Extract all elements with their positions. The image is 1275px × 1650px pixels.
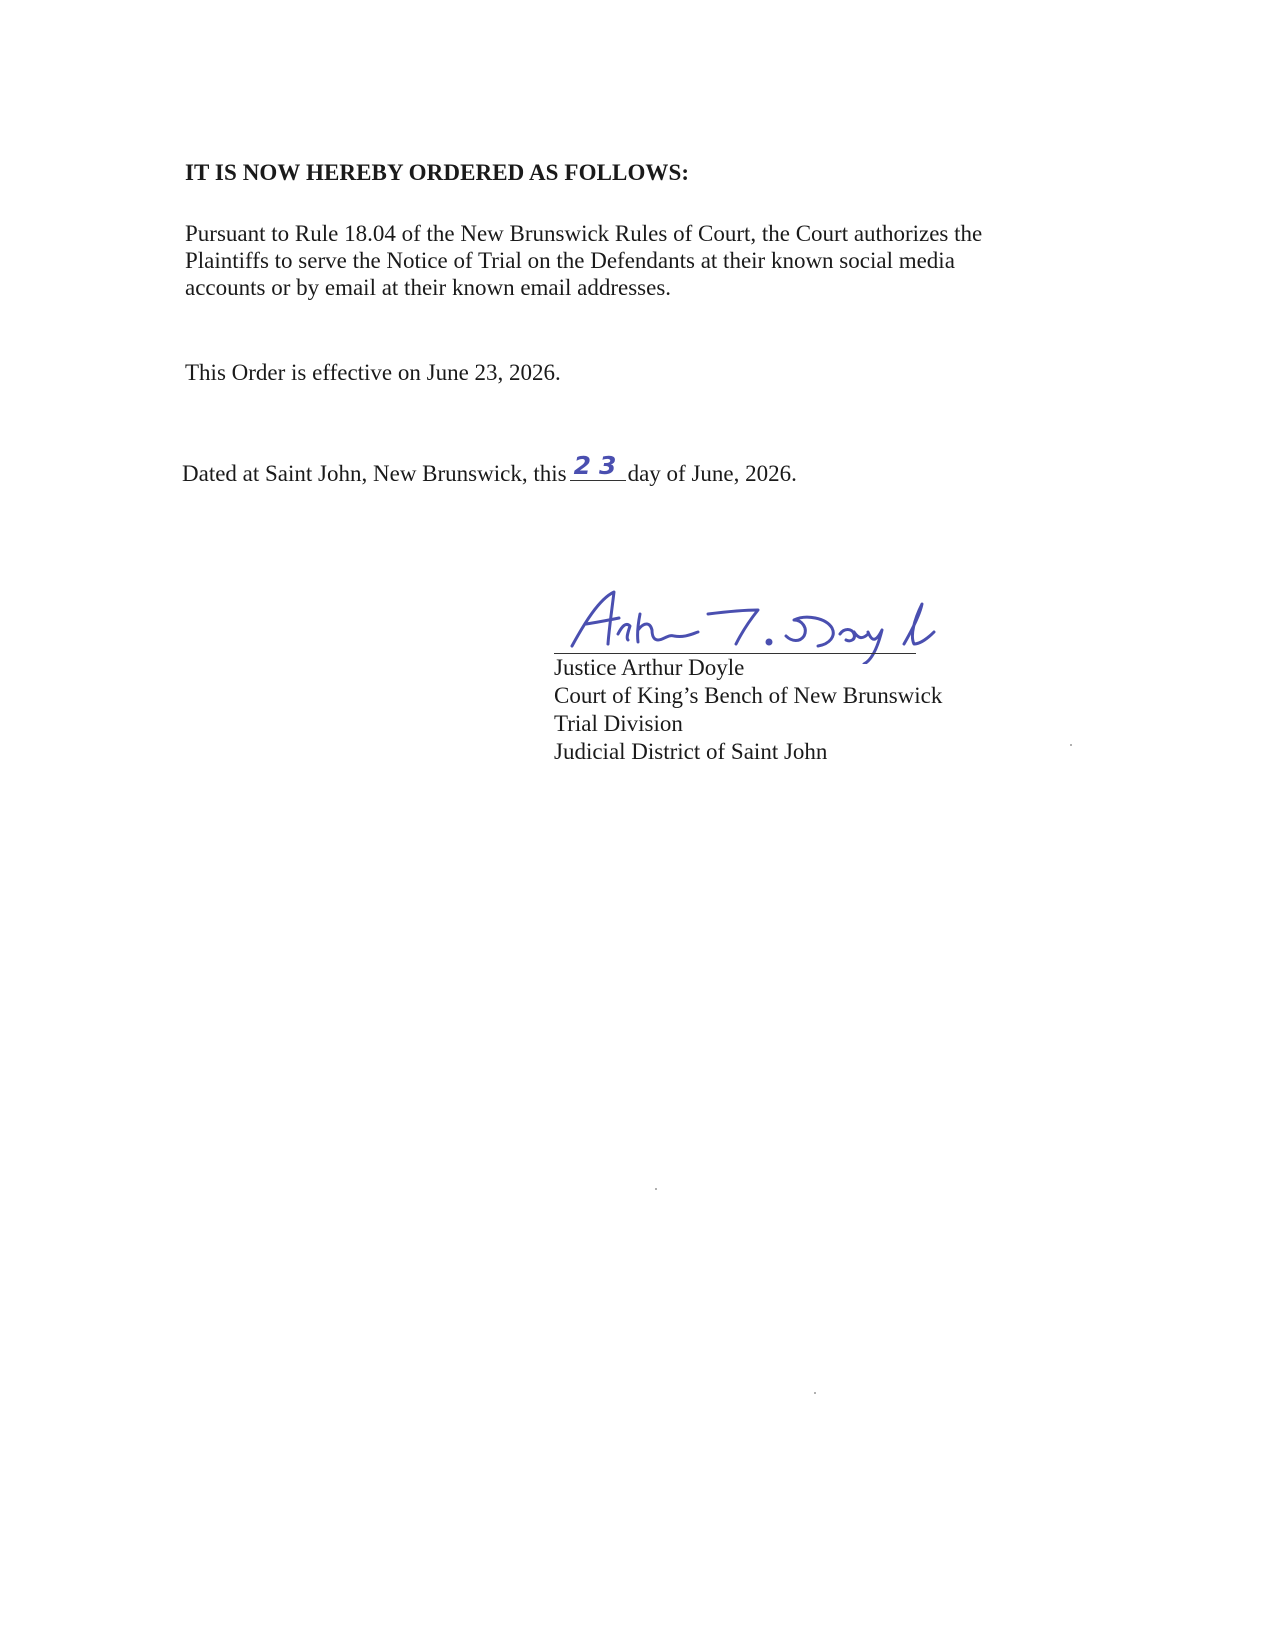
signatory-division: Trial Division — [554, 711, 683, 736]
order-heading: IT IS NOW HEREBY ORDERED AS FOLLOWS: — [185, 160, 690, 185]
handwritten-signature — [564, 584, 964, 664]
paragraph-line: Pursuant to Rule 18.04 of the New Brunswick Rules of Court, the Court authorizes the — [185, 221, 983, 246]
signatory-district: Judicial District of Saint John — [554, 739, 828, 764]
signatory-details — [554, 654, 942, 766]
dated-suffix: day of June, 2026. — [627, 461, 797, 486]
signatory-court: Court of King’s Bench of New Brunswick — [554, 683, 943, 708]
signatory-name: Justice Arthur Doyle — [554, 655, 745, 680]
dated-prefix: Dated at Saint John, New Brunswick, this — [182, 461, 567, 486]
scan-speck — [814, 1392, 816, 1394]
dated-statement — [182, 451, 797, 487]
paragraph-line: Plaintiffs to serve the Notice of Trial on the Defendants at their known social media — [185, 248, 955, 273]
scan-speck — [655, 1188, 657, 1190]
order-paragraph — [185, 220, 1065, 301]
effective-date-statement: This Order is effective on June 23, 2026. — [185, 360, 561, 385]
day-blank — [570, 451, 626, 481]
paragraph-line: accounts or by email at their known email addresses. — [185, 275, 672, 300]
handwritten-day: 23 — [573, 451, 625, 480]
scan-speck — [1070, 744, 1072, 746]
